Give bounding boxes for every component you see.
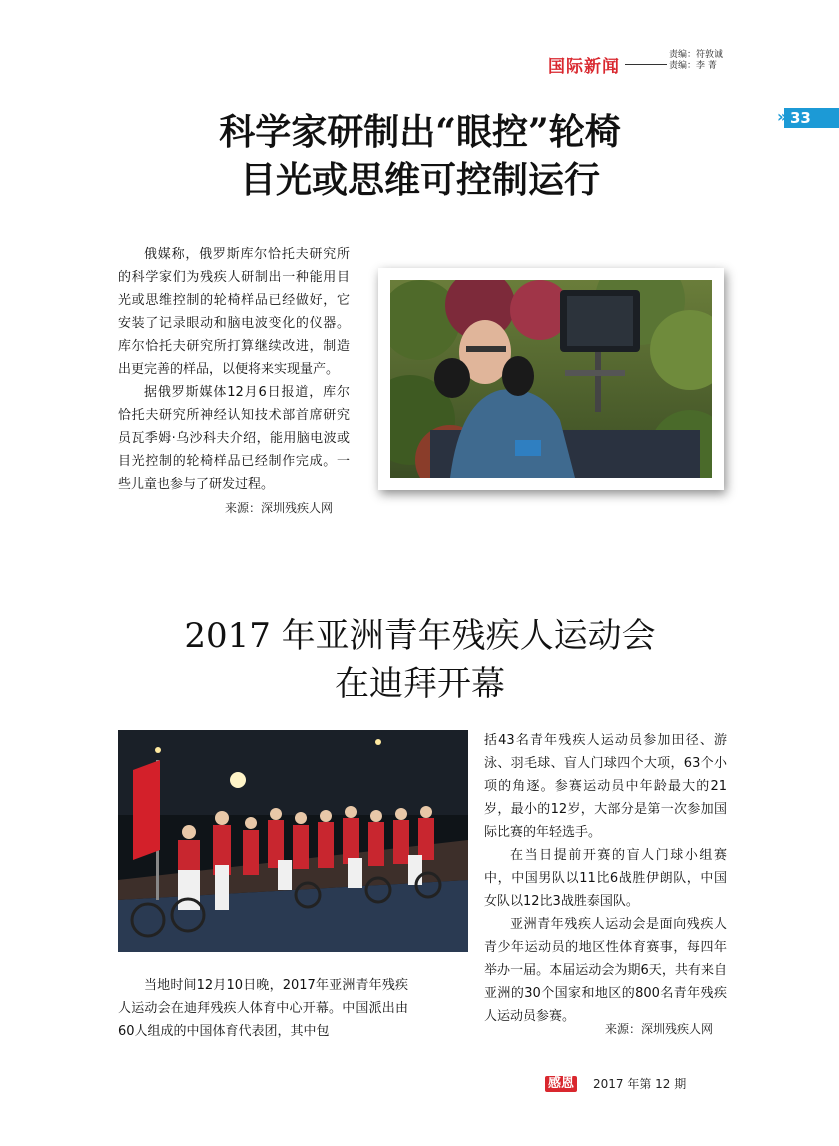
double-chevron-icon: » xyxy=(777,107,788,126)
article1-title-line2: 目光或思维可控制运行 xyxy=(239,159,600,201)
editor-credit-1: 责编：符敦诚 xyxy=(669,50,724,60)
wheelchair-photo-frame xyxy=(378,268,724,490)
article2-source: 来源：深圳残疾人网 xyxy=(605,1022,714,1036)
issue-number: 2017 年第 12 期 xyxy=(593,1077,687,1091)
article2-right-column xyxy=(484,729,727,1028)
article1-paragraph-2: 据俄罗斯媒体12月6日报道，库尔恰托夫研究所神经认知技术部首席研究员瓦季姆·乌沙科夫介绍，能用脑电波或目光控制的轮椅样品已经制作完成。一些儿童也参与了研发过程。 xyxy=(118,385,350,492)
editor-credit-2: 责编：李 菁 xyxy=(669,61,717,71)
article2-paragraph-2: 括43名青年残疾人运动员参加田径、游泳、羽毛球、盲人门球四个大项，63个小项的角逐。参赛运动员中年龄最大的21岁，最小的12岁，大部分是第一次参加国际比赛的年轻选手。 xyxy=(484,733,727,840)
article2-paragraph-1: 当地时间12月10日晚，2017年亚洲青年残疾人运动会在迪拜残疾人体育中心开幕。中国派出由60人组成的中国体育代表团，其中包 xyxy=(118,978,408,1039)
article1-body xyxy=(118,243,350,496)
article2-title-line2: 在迪拜开幕 xyxy=(335,664,505,704)
opening-ceremony-photo xyxy=(118,730,468,952)
article2-left-text xyxy=(118,974,408,1043)
article1-paragraph-1: 俄媒称，俄罗斯库尔恰托夫研究所的科学家们为残疾人研制出一种能用目光或思维控制的轮椅样品已经做好，它安装了记录眼动和脑电波变化的仪器。库尔恰托夫研究所打算继续改进，制造出更完善的样品，以便将来实现量产。 xyxy=(118,247,350,377)
article2-title-line1: 2017 年亚洲青年残疾人运动会 xyxy=(184,616,656,656)
page-number: 33 xyxy=(790,109,811,127)
magazine-brand: 感恩 xyxy=(545,1076,577,1092)
article1-source: 来源：深圳残疾人网 xyxy=(225,501,334,515)
editor-credits xyxy=(669,50,723,72)
wheelchair-photo xyxy=(390,280,712,478)
header-divider xyxy=(625,64,667,65)
section-title: 国际新闻 xyxy=(548,57,620,77)
article2-paragraph-4: 亚洲青年残疾人运动会是面向残疾人青少年运动员的地区性体育赛事，每四年举办一届。本届运动会为期6天，共有来自亚洲的30个国家和地区的800名青年残疾人运动员参赛。 xyxy=(484,917,727,1024)
article1-title-line1: 科学家研制出“眼控”轮椅 xyxy=(219,111,621,153)
article2-paragraph-3: 在当日提前开赛的盲人门球小组赛中，中国男队以11比6战胜伊朗队，中国女队以12比3战胜泰国队。 xyxy=(484,848,727,909)
